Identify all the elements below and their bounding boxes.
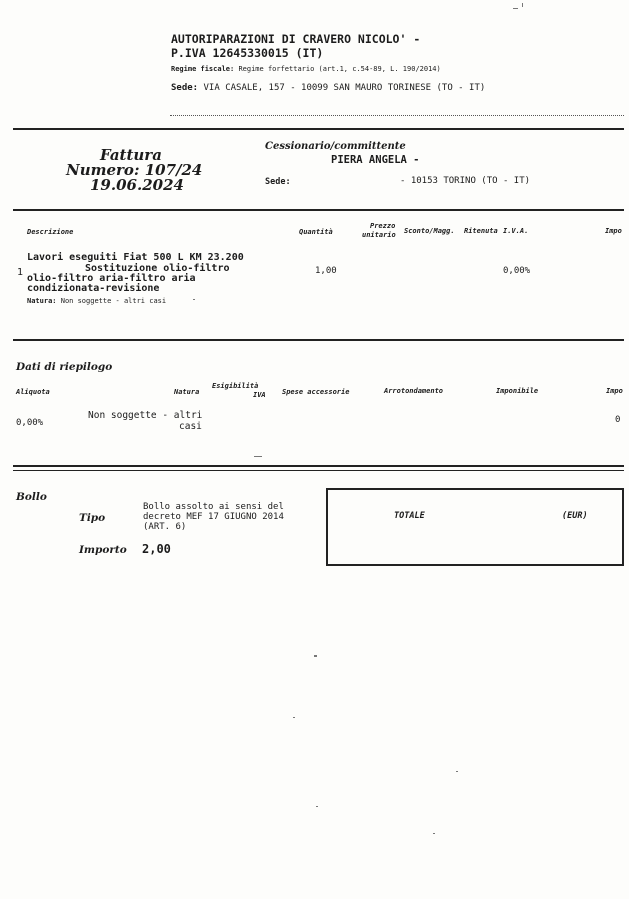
issuer-sede xyxy=(171,83,485,93)
row-desc-line3: condizionata-revisione xyxy=(27,283,160,294)
totale-currency: (EUR) xyxy=(562,511,588,521)
sum-col-importo: Impo xyxy=(606,387,623,395)
issuer-piva: P.IVA 12645330015 (IT) xyxy=(171,46,324,60)
bollo-tipo-label: Tipo xyxy=(79,512,106,524)
lines-rule xyxy=(13,339,624,341)
sum-natura-2: casi xyxy=(179,421,202,432)
sum-col-esig-1: Esigibilità xyxy=(212,382,259,390)
col-prezzo-1: Prezzo xyxy=(370,222,396,230)
invoice-date: 19.06.2024 xyxy=(90,176,184,194)
summary-rule-1 xyxy=(13,465,624,467)
sum-importo: 0 xyxy=(615,415,621,425)
row-natura-label: Natura: xyxy=(27,297,57,305)
sum-col-spese: Spese accessorie xyxy=(282,388,350,396)
bollo-tipo-line1: Bollo assolto ai sensi del xyxy=(143,502,284,512)
bollo-importo-value: 2,00 xyxy=(142,542,171,556)
bollo-importo-label: Importo xyxy=(79,544,127,556)
sum-natura-1: Non soggette - altri xyxy=(88,410,203,421)
client-name: PIERA ANGELA - xyxy=(331,154,420,166)
sum-col-imponibile: Imponibile xyxy=(496,387,539,395)
regime-value: Regime forfettario (art.1, c.54-89, L. 190/2014) xyxy=(238,65,441,73)
bollo-title: Bollo xyxy=(16,491,47,503)
col-iva: I.V.A. xyxy=(503,227,529,235)
bollo-tipo-line2: decreto MEF 17 GIUGNO 2014 xyxy=(143,512,284,522)
bollo-tipo-line3: (ART. 6) xyxy=(143,522,187,532)
row-title: Lavori eseguiti Fiat 500 L KM 23.200 xyxy=(27,252,244,263)
client-sede-value: - 10153 TORINO (TO - IT) xyxy=(400,176,531,186)
row-desc-line2: olio-filtro aria-filtro aria xyxy=(27,273,196,284)
client-sede-label: Sede: xyxy=(265,177,291,187)
client-heading: Cessionario/committente xyxy=(265,141,406,152)
row-natura-value: Non soggette - altri casi xyxy=(60,297,167,305)
row-quantita: 1,00 xyxy=(315,266,337,276)
totale-label: TOTALE xyxy=(394,511,425,521)
sum-col-natura: Natura xyxy=(174,388,200,396)
col-ritenuta: Ritenuta xyxy=(464,227,498,235)
sum-col-esig-2: IVA xyxy=(253,391,266,399)
invoice-number: Numero: 107/24 xyxy=(66,161,203,179)
issuer-name: AUTORIPARAZIONI DI CRAVERO NICOLO' - xyxy=(171,32,421,46)
row-iva: 0,00% xyxy=(503,266,531,276)
issuer-sede-label: Sede: xyxy=(171,83,199,93)
invoice-title: Fattura xyxy=(100,146,162,164)
sum-aliquota: 0,00% xyxy=(16,418,44,428)
col-sconto: Sconto/Magg. xyxy=(404,227,455,235)
issuer-regime xyxy=(171,65,441,73)
col-quantita: Quantità xyxy=(299,228,333,236)
header-dotted-rule xyxy=(170,115,624,116)
row-natura xyxy=(27,297,166,305)
col-prezzo-2: unitario xyxy=(362,231,396,239)
summary-title: Dati di riepilogo xyxy=(16,361,113,373)
totale-box xyxy=(326,488,624,566)
sum-col-arrotondamento: Arrotondamento xyxy=(384,387,444,395)
header-rule xyxy=(13,128,624,130)
issuer-sede-value: VIA CASALE, 157 - 10099 SAN MAURO TORINESE (TO - IT) xyxy=(203,83,486,93)
regime-label: Regime fiscale: xyxy=(171,65,235,73)
row-number: 1 xyxy=(17,267,24,278)
summary-rule-2 xyxy=(13,470,624,471)
col-importo: Impo xyxy=(605,227,622,235)
sum-col-aliquota: Aliquota xyxy=(16,388,50,396)
client-rule xyxy=(13,209,624,211)
row-desc-line1: Sostituzione olio-filtro xyxy=(85,263,230,274)
col-descrizione: Descrizione xyxy=(27,228,74,236)
